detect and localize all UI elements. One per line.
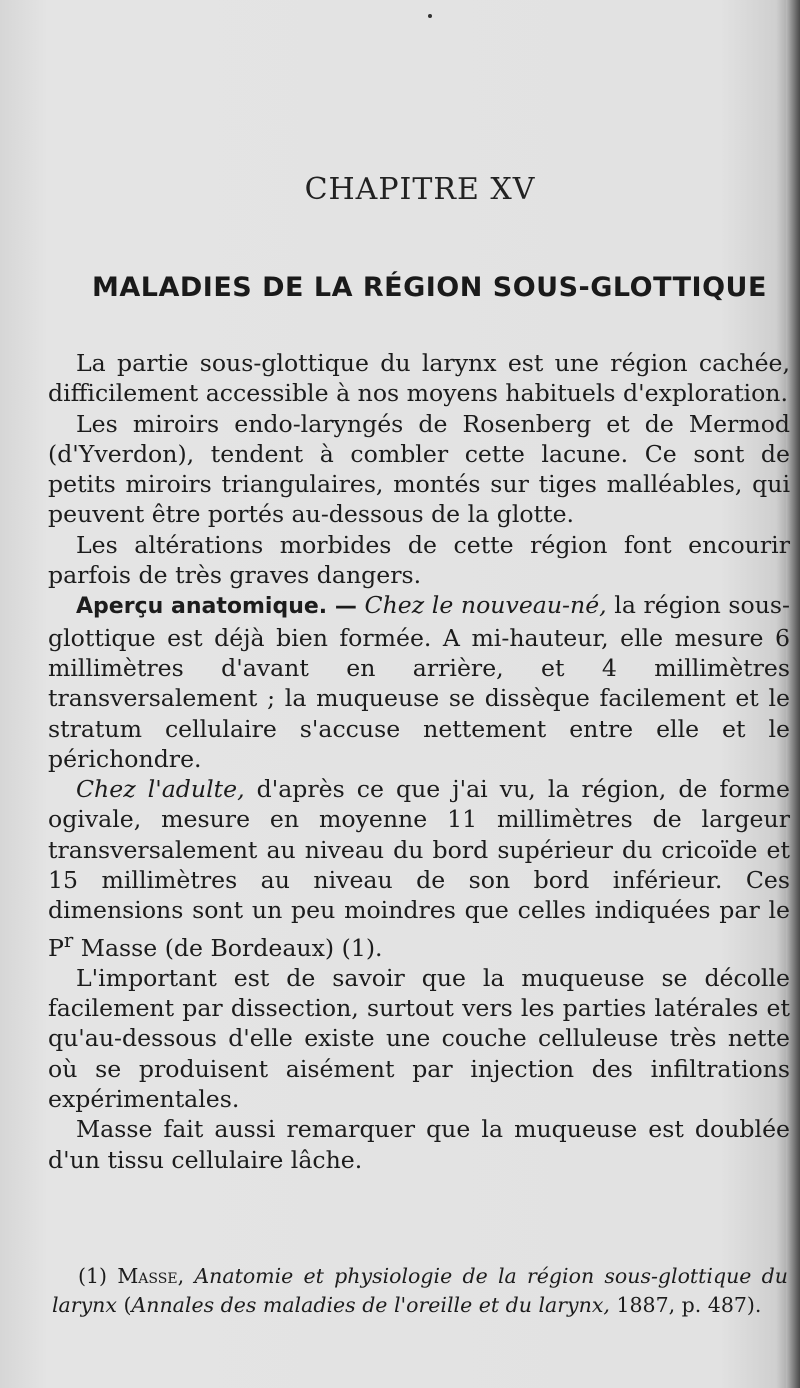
paragraph-intro: La partie sous-glottique du larynx est une région cachée, difficilement accessible à nos moyens habituels d'exploration.	[48, 349, 790, 408]
newborn-italic: Chez le nouveau-né,	[364, 591, 607, 620]
body-text	[48, 348, 790, 1175]
footnote-journal: Annales des maladies de l'oreille et du larynx,	[131, 1293, 610, 1317]
professor-abbrev-sup: r	[63, 928, 74, 952]
paragraph-masse: Masse fait aussi remarquer que la muqueuse est doublée d'un tissu cellulaire lâche.	[48, 1115, 790, 1174]
footnote-marker: (1)	[78, 1264, 108, 1288]
paragraph-dangers: Les altérations morbides de cette région font encourir parfois de très graves dangers.	[48, 530, 790, 590]
footnote-year-page: 1887, p. 487).	[609, 1293, 762, 1317]
footnote-paren-open: (	[116, 1293, 132, 1317]
adult-text: d'après ce que j'ai vu, la région, de forme ogivale, mesure en moyenne 11 millimètres de largeur transversalement au niveau du bord supérieur du cricoïde et 15 millimètres au niveau de son bord inférieur. Ces dimensions sont un peu moindres que celles indiquées par le	[48, 775, 790, 925]
section-heading-anatomy: Aperçu anatomique. —	[76, 594, 357, 620]
footnote	[52, 1262, 788, 1320]
newborn-text: la région sous-glottique est déjà bien formée. A mi-hauteur, elle mesure 6 millimètres d'avant en arrière, et 4 millimètres transversalement ; la muqueuse se dissèque facilement et le stratum cellulaire s'accuse nettement entre elle et le périchondre.	[48, 591, 790, 773]
paragraph-anatomy	[48, 590, 790, 774]
footnote-text	[52, 1262, 788, 1320]
chapter-title: MALADIES DE LA RÉGION SOUS-GLOTTIQUE	[92, 272, 767, 303]
adult-text-end: Masse (de Bordeaux) (1).	[73, 933, 383, 962]
print-speck	[428, 14, 432, 18]
adult-italic: Chez l'adulte,	[76, 775, 245, 804]
professor-abbrev: P	[48, 933, 64, 962]
paragraph-mucosa: L'important est de savoir que la muqueuse se décolle facilement par dissection, surtout vers les parties latérales et qu'au-dessous d'elle existe une couche celluleuse très nette où se produisent aisément par injection des infiltrations expérimentales.	[48, 963, 790, 1113]
footnote-author: Masse,	[117, 1264, 185, 1288]
paragraph-adult	[48, 774, 790, 963]
paragraph-mirrors: Les miroirs endo-laryngés de Rosenberg et de Mermod (d'Yverdon), tendent à combler cette lacune. Ce sont de petits miroirs triangulaires, montés sur tiges malléables, qui peuvent être portés au-dessous de la glotte.	[48, 409, 790, 529]
chapter-label: CHAPITRE XV	[304, 172, 536, 207]
footnote-title: Anatomie et physiologie de la région sous-glottique du larynx	[52, 1264, 788, 1317]
